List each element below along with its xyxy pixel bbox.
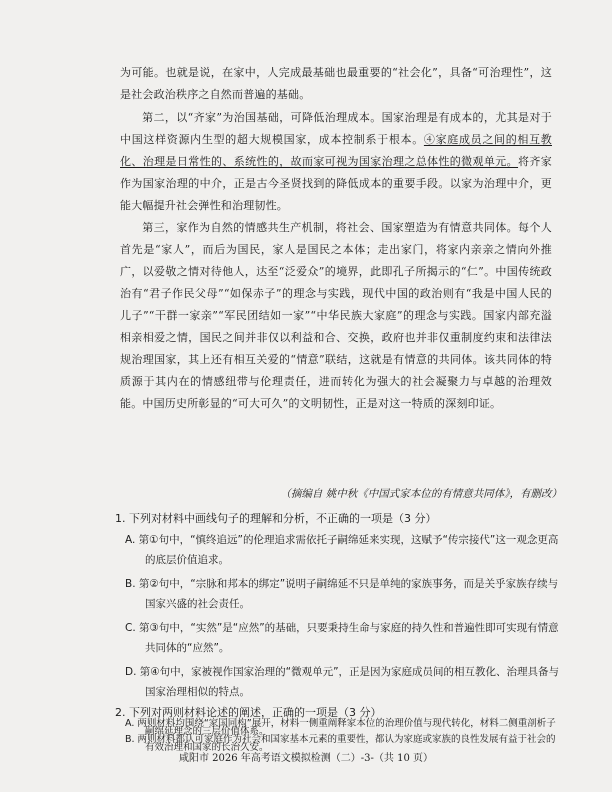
- question-1-option-c[interactable]: [125, 618, 565, 658]
- option-text: A. 两则材料均围绕“家国同构”展开，材料一侧重阐释家本位的治理价值与现代转化，材料二侧重剖析子嗣绵延理念的三层价值体系。: [125, 718, 556, 737]
- question-1-stem: 1. 下列对材料中画线句子的理解和分析，不正确的一项是（3 分）: [115, 512, 437, 525]
- paragraph-3-text: 第三，家作为自然的情感共生产机制，将社会、国家塑造为有情意共同体。每个人首先是“家人”，而后为国民，家人是国民之本体；走出家门，将家内亲亲之情向外推广，以爱敬之情对待他人，达至“泛爱众”的境界，此即孔子所揭示的“仁”。中国传统政治有“君子作民父母”“如保赤子”的理念与实践，现代中国的政治则有“我是中国人民的儿子”“干群一家亲”“军民团结如一家”“中华民族大家庭”的理念与实践。国家内部充溢相亲相爱之情，国民之间并非仅以利益和合、交换，政府也并非仅重制度约束和法律法规治理国家，其上还有相互关爱的“情意”联结，这就是有情意的共同体。该共同体的特质源于其内在的情感纽带与伦理责任，进而转化为强大的社会凝聚力与卓越的治理效能。中国历史所彰显的“可大可久”的文明韧性，正是对这一特质的深刻印证。: [120, 221, 552, 410]
- paragraph-continuation: [120, 62, 552, 106]
- option-text: B. 第②句中，“宗脉和邦本的绑定”说明子嗣绵延不只是单纯的家族事务，而是关乎家族存续与国家兴盛的社会责任。: [125, 578, 559, 610]
- option-text: A. 第①句中，“慎终追远”的伦理追求需依托子嗣绵延来实现，这赋予“传宗接代”这一观念更高的底层价值追求。: [125, 534, 559, 566]
- paragraph-second: [120, 107, 552, 217]
- question-2-stem: 2. 下列对两则材料论述的阐述，正确的一项是（3 分）: [115, 706, 382, 719]
- underlined-sentence-4: ④家庭成员之间的相互教化、治理是日常性的、系统性的，故而家可视为国家治理之总体性的微观单元。: [120, 133, 552, 168]
- question-1-option-b[interactable]: [125, 574, 565, 614]
- question-2-option-b[interactable]: [125, 736, 565, 752]
- paragraph-third: [120, 217, 552, 415]
- option-text: C. 第③句中，“实然”是“应然”的基础，只要秉持生命与家庭的持久性和普遍性即可实现有情意共同体的“应然”。: [125, 622, 559, 654]
- source-citation: （摘编自 姚中秋《中国式家本位的有情意共同体》，有删改）: [280, 488, 562, 500]
- option-text: B. 两则材料都认可家庭作为社会和国家基本元素的重要性，都认为家庭或家族的良性发展有益于社会的有效治理和国家的长治久安。: [125, 734, 556, 753]
- question-1-option-d[interactable]: [125, 662, 565, 702]
- paragraph-1-text: 为可能。也就是说，在家中，人完成最基础也最重要的“社会化”，具备“可治理性”，这是社会政治秩序之自然而普遍的基础。: [120, 66, 552, 101]
- paragraph-2-text-b: 将齐家作为国家治理的中介，正是古今圣贤找到的降低成本的重要手段。以家为治理中介，更能大幅提升社会弹性和治理韧性。: [120, 155, 552, 212]
- question-1-option-a[interactable]: [125, 530, 565, 570]
- option-text: D. 第④句中，家被视作国家治理的“微观单元”，正是因为家庭成员间的相互教化、治理具备与国家治理相似的特点。: [125, 666, 560, 698]
- paragraph-2-text-a: 第二，以“齐家”为治国基础，可降低治理成本。国家治理是有成本的，尤其是对于中国这样资源内生型的超大规模国家，成本控制系于根本。: [120, 111, 552, 146]
- page-footer: 咸阳市 2026 年高考语文模拟检测（二）-3-（共 10 页）: [178, 753, 433, 764]
